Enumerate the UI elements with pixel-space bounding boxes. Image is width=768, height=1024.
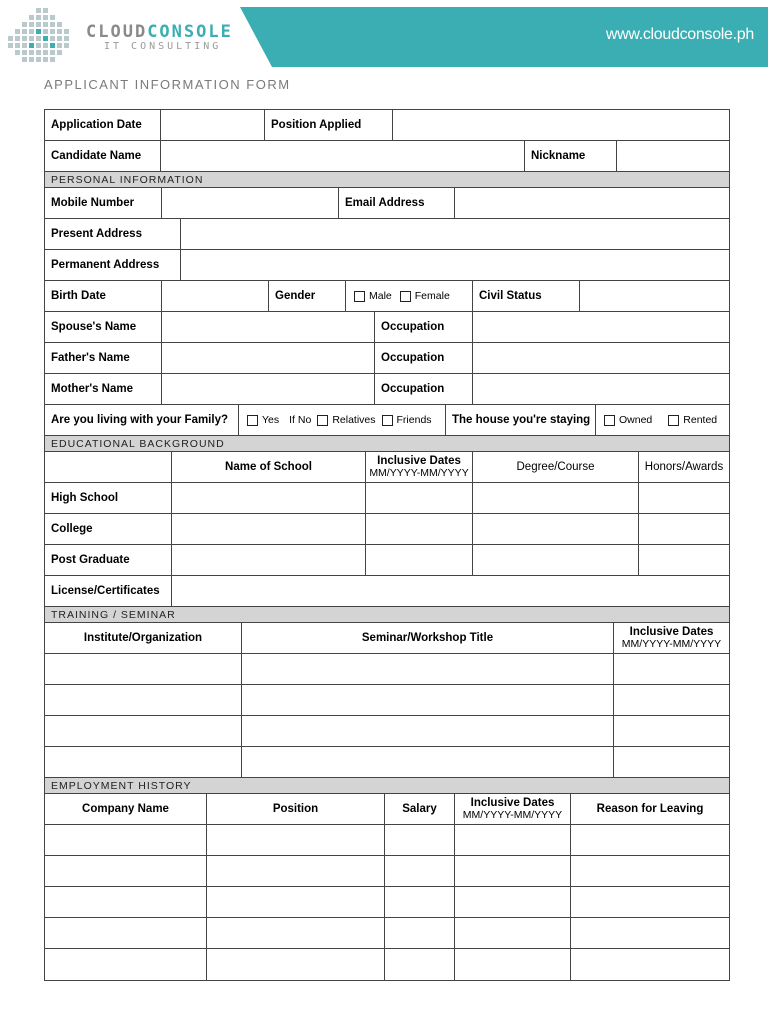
form-row: [45, 141, 729, 172]
high-school-label: High School: [45, 483, 172, 513]
high-school-name-field[interactable]: [172, 483, 366, 513]
birth-date-field[interactable]: [162, 281, 269, 311]
brand-name: CLOUDCONSOLE: [86, 22, 233, 42]
employment-row: [45, 856, 729, 887]
institute-field[interactable]: [45, 716, 242, 746]
training-dates-field[interactable]: [614, 654, 729, 684]
form-row: [45, 312, 729, 343]
position-field[interactable]: [207, 887, 385, 917]
training-row: [45, 685, 729, 716]
brand-tagline: IT CONSULTING: [104, 41, 222, 52]
salary-field[interactable]: [385, 887, 455, 917]
mother-name-field[interactable]: [162, 374, 375, 404]
employment-header-row: [45, 794, 729, 825]
owned-checkbox[interactable]: [604, 415, 615, 426]
post-graduate-name-field[interactable]: [172, 545, 366, 575]
position-field[interactable]: [207, 918, 385, 948]
reason-for-leaving-field[interactable]: [571, 856, 729, 886]
civil-status-label: Civil Status: [473, 281, 580, 311]
website-url[interactable]: www.cloudconsole.ph: [605, 26, 754, 43]
spouse-name-field[interactable]: [162, 312, 375, 342]
candidate-name-field[interactable]: [161, 141, 525, 171]
if-no-label: If No: [289, 414, 312, 426]
applicant-form: [44, 109, 730, 981]
present-address-label: Present Address: [45, 219, 181, 249]
high-school-degree-field[interactable]: [473, 483, 639, 513]
college-name-field[interactable]: [172, 514, 366, 544]
position-field[interactable]: [207, 949, 385, 980]
salary-field[interactable]: [385, 856, 455, 886]
reason-for-leaving-field[interactable]: [571, 887, 729, 917]
form-row: [45, 405, 729, 436]
post-graduate-honors-field[interactable]: [639, 545, 729, 575]
high-school-honors-field[interactable]: [639, 483, 729, 513]
female-checkbox[interactable]: [400, 291, 411, 302]
salary-field[interactable]: [385, 918, 455, 948]
college-dates-field[interactable]: [366, 514, 473, 544]
position-applied-field[interactable]: [393, 110, 729, 140]
yes-checkbox[interactable]: [247, 415, 258, 426]
employment-dates-field[interactable]: [455, 856, 571, 886]
birth-date-label: Birth Date: [45, 281, 162, 311]
school-name-header: Name of School: [172, 452, 366, 482]
mother-name-label: Mother's Name: [45, 374, 162, 404]
institute-field[interactable]: [45, 747, 242, 777]
rented-checkbox[interactable]: [668, 415, 679, 426]
employment-dates-field[interactable]: [455, 825, 571, 855]
training-dates-field[interactable]: [614, 747, 729, 777]
institute-organization-header: Institute/Organization: [45, 623, 242, 653]
living-with-family-options: [239, 405, 446, 435]
form-row: [45, 250, 729, 281]
reason-for-leaving-header: Reason for Leaving: [596, 803, 704, 815]
spouse-occupation-label: Occupation: [375, 312, 473, 342]
employment-dates-field[interactable]: [455, 918, 571, 948]
reason-for-leaving-field[interactable]: [571, 949, 729, 980]
form-row: [45, 219, 729, 250]
email-address-field[interactable]: [455, 188, 729, 218]
spouse-name-label: Spouse's Name: [45, 312, 162, 342]
rented-label: Rented: [683, 414, 718, 426]
education-dates-header: Inclusive Dates MM/YYYY-MM/YYYY: [366, 452, 473, 482]
education-row: [45, 483, 729, 514]
training-dates-header: Inclusive Dates MM/YYYY-MM/YYYY: [621, 626, 722, 650]
employment-row: [45, 887, 729, 918]
position-header: Position: [207, 794, 385, 824]
father-occupation-field[interactable]: [473, 343, 729, 373]
form-row: [45, 110, 729, 141]
employment-dates-field[interactable]: [455, 949, 571, 980]
friends-checkbox[interactable]: [382, 415, 393, 426]
company-name-field[interactable]: [45, 918, 207, 948]
relatives-label: Relatives: [332, 414, 376, 426]
degree-course-header: Degree/Course: [473, 452, 639, 482]
gender-options: [346, 281, 473, 311]
nickname-label: Nickname: [525, 141, 617, 171]
permanent-address-label: Permanent Address: [45, 250, 181, 280]
yes-label: Yes: [262, 414, 280, 426]
seminar-title-field[interactable]: [242, 654, 614, 684]
post-graduate-label: Post Graduate: [45, 545, 172, 575]
father-name-field[interactable]: [162, 343, 375, 373]
employment-row: [45, 949, 729, 980]
section-educational-background: EDUCATIONAL BACKGROUND: [45, 436, 729, 452]
education-level-header: [45, 452, 172, 482]
training-dates-field[interactable]: [614, 685, 729, 715]
relatives-checkbox[interactable]: [317, 415, 328, 426]
nickname-field[interactable]: [617, 141, 729, 171]
form-row: [45, 374, 729, 405]
female-label: Female: [414, 290, 450, 302]
spouse-occupation-field[interactable]: [473, 312, 729, 342]
cloud-logo-icon: [6, 6, 76, 68]
seminar-title-field[interactable]: [242, 716, 614, 746]
present-address-field[interactable]: [181, 219, 729, 249]
section-training-seminar: TRAINING / SEMINAR: [45, 607, 729, 623]
education-row: [45, 576, 729, 607]
college-honors-field[interactable]: [639, 514, 729, 544]
house-staying-label: The house you're staying: [446, 405, 596, 435]
employment-dates-header: Inclusive Dates MM/YYYY-MM/YYYY: [455, 794, 571, 824]
living-with-family-label: Are you living with your Family?: [45, 405, 239, 435]
seminar-title-header: Seminar/Workshop Title: [242, 623, 614, 653]
reason-for-leaving-field[interactable]: [571, 918, 729, 948]
high-school-dates-field[interactable]: [366, 483, 473, 513]
salary-header: Salary: [385, 794, 455, 824]
position-applied-label: Position Applied: [265, 110, 393, 140]
training-row: [45, 654, 729, 685]
institute-field[interactable]: [45, 654, 242, 684]
company-name-field[interactable]: [45, 856, 207, 886]
employment-row: [45, 918, 729, 949]
form-title: APPLICANT INFORMATION FORM: [44, 77, 291, 92]
training-row: [45, 747, 729, 778]
father-occupation-label: Occupation: [375, 343, 473, 373]
application-date-field[interactable]: [161, 110, 265, 140]
mother-occupation-field[interactable]: [473, 374, 729, 404]
owned-label: Owned: [619, 414, 653, 426]
gender-label: Gender: [269, 281, 346, 311]
father-name-label: Father's Name: [45, 343, 162, 373]
post-graduate-dates-field[interactable]: [366, 545, 473, 575]
mobile-number-label: Mobile Number: [45, 188, 162, 218]
form-row: [45, 188, 729, 219]
male-checkbox[interactable]: [354, 291, 365, 302]
training-row: [45, 716, 729, 747]
section-personal-information: PERSONAL INFORMATION: [45, 172, 729, 188]
education-row: [45, 545, 729, 576]
institute-field[interactable]: [45, 685, 242, 715]
section-employment-history: EMPLOYMENT HISTORY: [45, 778, 729, 794]
company-name-field[interactable]: [45, 949, 207, 980]
email-address-label: Email Address: [339, 188, 455, 218]
education-header-row: [45, 452, 729, 483]
seminar-title-field[interactable]: [242, 747, 614, 777]
education-row: [45, 514, 729, 545]
application-date-label: Application Date: [45, 110, 161, 140]
license-certificates-label: License/Certificates: [45, 576, 172, 606]
house-staying-options: [596, 405, 729, 435]
training-dates-field[interactable]: [614, 716, 729, 746]
civil-status-field[interactable]: [580, 281, 729, 311]
college-degree-field[interactable]: [473, 514, 639, 544]
employment-row: [45, 825, 729, 856]
candidate-name-label: Candidate Name: [45, 141, 161, 171]
friends-label: Friends: [396, 414, 432, 426]
reason-for-leaving-field[interactable]: [571, 825, 729, 855]
form-row: [45, 343, 729, 374]
mobile-number-field[interactable]: [162, 188, 339, 218]
permanent-address-field[interactable]: [181, 250, 729, 280]
company-name-field[interactable]: [45, 825, 207, 855]
college-label: College: [45, 514, 172, 544]
company-name-field[interactable]: [45, 887, 207, 917]
post-graduate-degree-field[interactable]: [473, 545, 639, 575]
salary-field[interactable]: [385, 949, 455, 980]
salary-field[interactable]: [385, 825, 455, 855]
honors-awards-header: Honors/Awards: [644, 461, 724, 473]
seminar-title-field[interactable]: [242, 685, 614, 715]
male-label: Male: [369, 290, 392, 302]
employment-dates-field[interactable]: [455, 887, 571, 917]
position-field[interactable]: [207, 825, 385, 855]
training-header-row: [45, 623, 729, 654]
company-name-header: Company Name: [45, 794, 207, 824]
position-field[interactable]: [207, 856, 385, 886]
form-row: [45, 281, 729, 312]
mother-occupation-label: Occupation: [375, 374, 473, 404]
license-certificates-field[interactable]: [172, 576, 729, 606]
